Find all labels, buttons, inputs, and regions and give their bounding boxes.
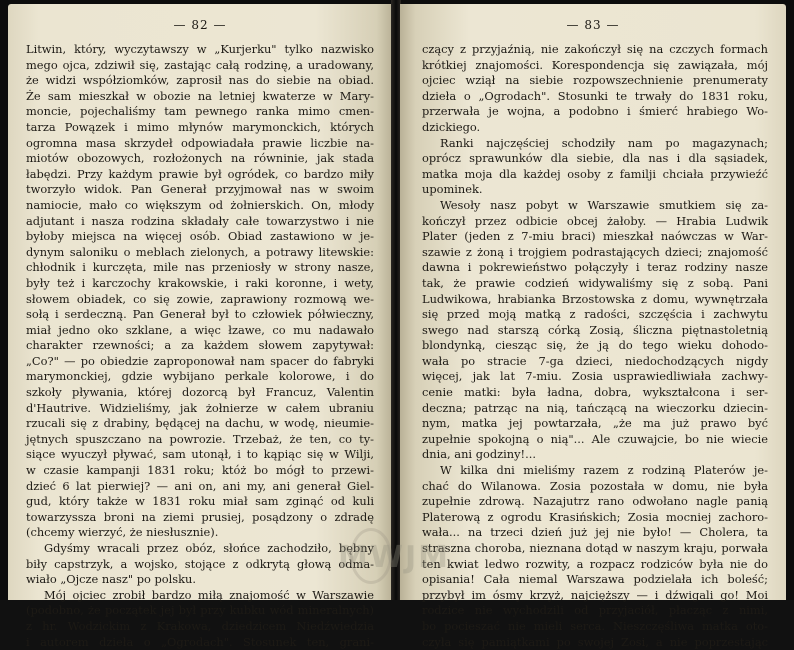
left-page bbox=[8, 4, 392, 649]
left-page-text bbox=[26, 42, 374, 650]
right-line: czący z przyjaźnią, nie zakończył się na czczych formach bbox=[422, 42, 768, 56]
right-line: Ranki najczęściej schodziły nam po magazynach; bbox=[440, 135, 768, 150]
right-line: Plater (jeden z 7-miu braci) mieszkał naówczas w War- bbox=[422, 229, 768, 244]
left-line: szkoły pływania, której dozorcą był Francuz, Valentin bbox=[26, 385, 374, 400]
right-page-number: — 83 — bbox=[566, 18, 620, 32]
left-line: marymonckiej, gdzie wybijano perkale kolorowe, i do bbox=[26, 369, 374, 384]
left-line: wiało „Ojcze nasz" po polsku. bbox=[26, 572, 196, 587]
left-line: chłodnik i kurczęta, mile nas przeniosły w strony nasze, bbox=[26, 260, 374, 275]
left-line: Litwin, który, wyczytawszy w „Kurjerku" tylko nazwisko bbox=[26, 42, 374, 56]
right-line: dnia, ani godziny!... bbox=[422, 447, 536, 462]
right-page-text bbox=[422, 42, 768, 650]
right-line: czyła się pamiątkami po swojej Zosi, a nie poprzestając bbox=[422, 634, 768, 649]
right-line: Wesoły nasz pobyt w Warszawie smutkiem się za- bbox=[440, 197, 768, 212]
left-line: miotów obozowych, rozłożonych na równinie, jak stada bbox=[26, 151, 374, 166]
left-line: miał jedno oko szklane, a więc łzawe, co mu nadawało bbox=[26, 322, 374, 337]
left-line: dzieć 6 lat pierwiej? — ani on, ani my, ani generał Giel- bbox=[26, 478, 374, 493]
left-line: rzucali się z drabiny, będącej na dachu, w wodę, nieumie- bbox=[26, 416, 374, 431]
left-page-number: — 82 — bbox=[173, 18, 227, 32]
left-line: z hr. Wodzickim z Krakowa, dziedzicem Niedźwiedzia bbox=[26, 618, 374, 633]
left-line: były też i karczochy krakowskie, i raki koronne, i wety, bbox=[26, 275, 374, 290]
right-line: wała po stracie 7-ga dzieci, niedochodzących nigdy bbox=[422, 353, 768, 368]
right-line: krótkiej znajomości. Korespondencja się zawiązała, mój bbox=[422, 57, 768, 72]
left-line: w czasie kampanji 1831 roku; któż bo mógł to przewi- bbox=[26, 463, 374, 478]
right-line: chać do Wilanowa. Zosia pozostała w domu, nie była bbox=[422, 478, 768, 493]
watermark: MWJM bbox=[338, 540, 450, 575]
right-line: przybył im ósmy krzyż, najcięższy — i dźwigali go! Moi bbox=[422, 587, 768, 602]
left-line: (podobno, że początek jej był przy kubku wód mineralnych) bbox=[26, 603, 374, 618]
right-line: dzieła o „Ogrodach". Stosunki te trwały do 1831 roku, bbox=[422, 88, 768, 103]
right-line: swego nad starszą córką Zosią, śliczna piętnastoletnią bbox=[422, 322, 768, 337]
left-line: sołą i serdeczną. Pan Generał był to człowiek półwieczny, bbox=[26, 307, 374, 322]
right-line: przerwała je wojna, a podobno i śmierć hrabiego Wo- bbox=[422, 104, 768, 119]
right-page bbox=[400, 4, 786, 649]
left-line: jętnych spuszczano na powrozie. Trzebaż, że ten, co ty- bbox=[26, 431, 374, 446]
left-line: (chcemy wierzyć, że niesłusznie). bbox=[26, 525, 219, 540]
left-line: i autorem dzieła o „Ogrodach". Stosunek ten, grani- bbox=[26, 634, 374, 649]
right-line: cenie matki: była ładna, dobra, wykształcona i ser- bbox=[422, 385, 768, 400]
right-line: upominek. bbox=[422, 182, 483, 197]
right-line: tak, że prawie codzień widywaliśmy się z sobą. Pani bbox=[422, 275, 768, 290]
left-line: moncie, pojechaliśmy tam pewnego ranka mimo cmen- bbox=[26, 104, 374, 119]
right-line: rodzice nie wychodzili od przyjaciół, płacząc z nimi, bbox=[422, 603, 768, 618]
left-line: łabędzi. Przy każdym prawie był ogródek, co bardzo miły bbox=[26, 166, 374, 181]
right-line: oprócz sprawunków dla siebie, dla nas i dla sąsiadek, bbox=[422, 151, 768, 166]
left-line: biły capstrzyk, a wojsko, stojące z odkrytą głową odma- bbox=[26, 556, 374, 571]
right-line: dzickiego. bbox=[422, 119, 481, 134]
right-line: wała... na trzeci dzień już jej nie było! — Cholera, ta bbox=[422, 525, 768, 540]
right-line: straszna choroba, nieznana dotąd w naszym kraju, porwała bbox=[422, 541, 768, 555]
left-line: dynym saloniku o meblach zielonych, a potrawy litewskie: bbox=[26, 244, 374, 259]
left-line: siące wyuczył pływać, sam utonął, i to kąpiąc się w Wilji, bbox=[26, 447, 374, 462]
right-line: ojciec wziął na siebie rozpowszechnienie prenumeraty bbox=[422, 73, 768, 88]
right-line: ten kwiat ledwo rozwity, a rozpacz rodziców była nie do bbox=[422, 556, 768, 571]
right-line: opisania! Cała niemal Warszawa podzielała ich boleść; bbox=[422, 572, 768, 587]
right-line: W kilka dni mieliśmy razem z rodziną Platerów je- bbox=[440, 463, 768, 478]
right-line: Platerową z ogrodu Krasińskich; Zosia mocniej zachoro- bbox=[422, 509, 768, 524]
right-line: nym, matka jej powtarzała, „że ma już prawo być bbox=[422, 416, 768, 431]
left-line: tarza Powązek i mimo młynów marymonckich, których bbox=[26, 119, 374, 134]
right-line: kończył przez odbicie obcej żałoby. — Hrabia Ludwik bbox=[422, 213, 768, 228]
right-line: zupełnie spokojną o nią"... Ale czuwajcie, bo nie wiecie bbox=[422, 431, 768, 446]
left-line: słowem obiadek, co się zowie, zaprawiony rozmową we- bbox=[26, 291, 374, 306]
left-line: byłoby miejsca na więcej osób. Obiad zastawiono w je- bbox=[26, 229, 374, 244]
left-line: towarzyssza broni na ziemi prusiej, posądzony o zdradę bbox=[26, 509, 374, 524]
right-line: deczna; patrząc na nią, tańczącą na wieczorku dziecin- bbox=[422, 400, 768, 415]
left-line: charakter rzewności; a za każdem słowem zapytywał: bbox=[26, 338, 374, 353]
left-line: Że sam mieszkał w obozie na letniej kwaterze w Mary- bbox=[26, 88, 374, 103]
right-line: się przed moją matką z radości, szczęścia i zachwytu bbox=[422, 307, 768, 322]
right-line: zupełnie zdrową. Nazajutrz rano odwołano nagle panią bbox=[422, 494, 768, 509]
left-line: Mój ojciec zrobił bardzo miłą znajomość w Warszawie bbox=[44, 587, 374, 602]
right-line: blondynką, ciesząc się, że ją do tego wieku dohodo- bbox=[422, 338, 768, 353]
left-line: Gdyśmy wracali przez obóz, słońce zachodziło, bębny bbox=[44, 541, 374, 555]
left-line: namiocie, mało co większym od żołnierskich. On, młody bbox=[26, 197, 374, 212]
right-line: bo pocieszać nie mieli serca. Nieszczęśliwa matka oto- bbox=[422, 618, 768, 633]
left-line: że widzi współziomków, zaprosił nas do siebie na obiad. bbox=[26, 73, 374, 88]
right-line: więcej, jak lat 7-miu. Zosia usprawiedliwiała zachwy- bbox=[422, 369, 768, 384]
left-line: „Co?" — po obiedzie zaproponował nam spacer do fabryki bbox=[26, 353, 374, 368]
right-line: dawna i pokrewieństwo połączyły i teraz rodziny nasze bbox=[422, 260, 768, 275]
right-line: szawie z żoną i trojgiem podrastających dzieci; znajomość bbox=[422, 244, 768, 259]
left-line: d'Hautrive. Widzieliśmy, jak żołnierze w całem ubraniu bbox=[26, 400, 374, 415]
left-line: tworzyło widok. Pan Generał przyjmował nas w swoim bbox=[26, 182, 374, 197]
left-line: ogromna masa skrzydeł odpowiadała prawie liczbie na- bbox=[26, 135, 374, 150]
right-line: Ludwikowa, hrabianka Brzostowska z domu, wywnętrzała bbox=[422, 291, 768, 306]
right-line: matka moja dla każdej osoby z familji chciała przywieźć bbox=[422, 166, 768, 181]
left-line: mego ojca, zdziwił się, zastając całą rodzinę, a uradowany, bbox=[26, 57, 374, 72]
left-line: adjutant i nasza rodzina składały całe towarzystwo i nie bbox=[26, 213, 374, 228]
left-line: gud, który także w 1831 roku miał sam zginąć od kuli bbox=[26, 494, 374, 509]
